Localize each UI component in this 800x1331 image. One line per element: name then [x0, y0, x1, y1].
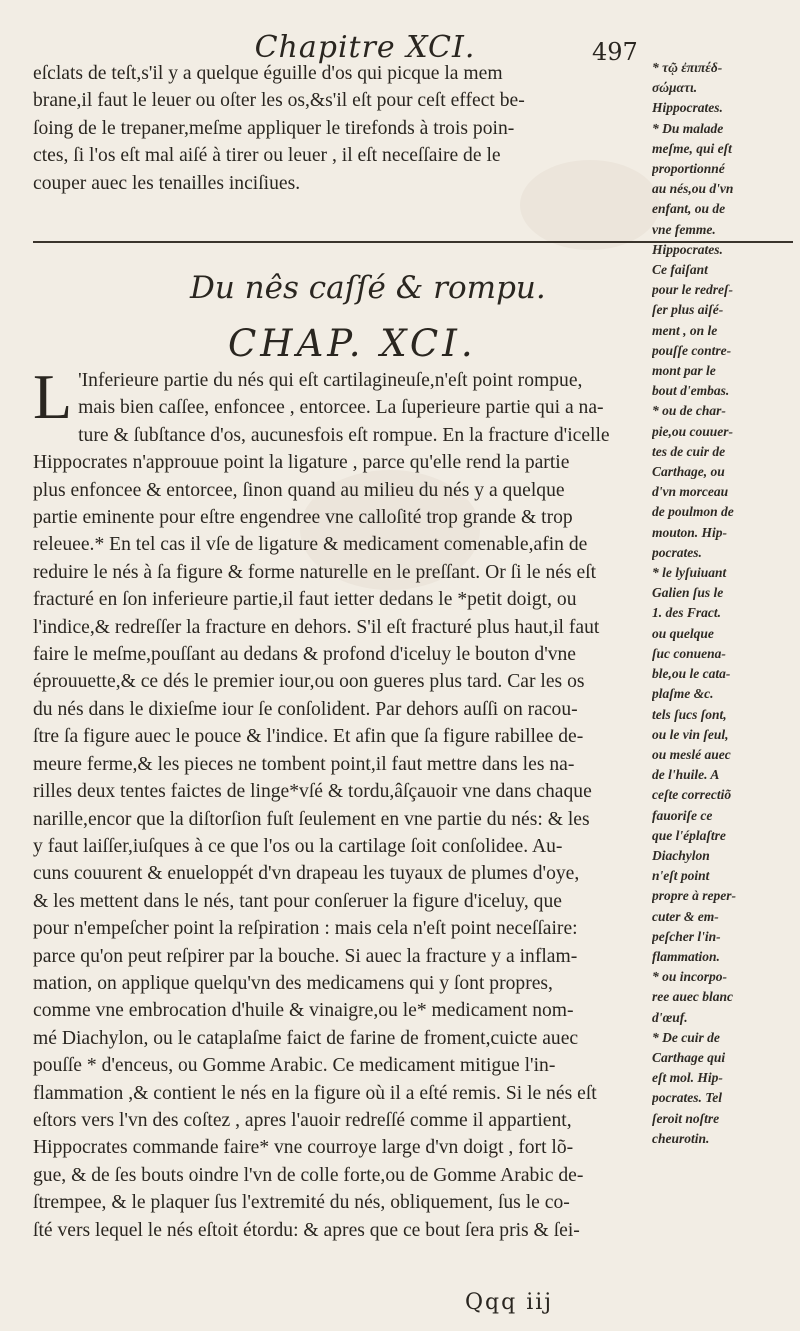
margin-note-line: fauoriſe ce — [652, 807, 713, 823]
margin-note-line: pouſſe contre- — [652, 342, 732, 358]
margin-note-line: Galien ſus le — [652, 585, 724, 601]
text-line: meure ferme,& les pieces ne tombent point,il faut mettre dans les na- — [33, 753, 575, 775]
text-line: eſclats de teſt,s'il y a quelque éguille d'os qui picque la mem — [33, 63, 503, 84]
text-line: ſté vers lequel le nés eſtoit étordu: & apres que ce bout ſera pris & ſei- — [33, 1219, 580, 1241]
text-line: plus enfoncee & entorcee, ſinon quand au milieu du nés y a quelque — [33, 479, 565, 501]
text-line: ſtrempee, & le plaquer ſus l'extremité du nés, obliquement, ſus le co- — [33, 1192, 570, 1214]
text-line: rilles deux tentes faictes de linge*vſé & tordu,âſçauoir vne dans chaque — [33, 781, 592, 803]
text-line: reduire le nés à ſa figure & forme naturelle en le preſſant. Or ſi le nés eſt — [33, 561, 597, 583]
text-line: partie eminente pour eſtre engendree vne calloſité trop grande & trop — [33, 507, 573, 529]
margin-note-line: Hippocrates. — [652, 241, 723, 257]
margin-note-line: enfant, ou de — [652, 201, 726, 217]
margin-note-line: mont par le — [652, 363, 716, 379]
text-line: Hippocrates n'approuue point la ligature , parce qu'elle rend la partie — [33, 452, 570, 474]
margin-note-line: ment , on le — [652, 322, 718, 338]
chapter-text-block — [33, 361, 653, 1244]
margin-note-line: Hippocrates. — [652, 100, 723, 116]
margin-note-line: proportionné — [652, 161, 725, 177]
margin-note-line: tes de cuir de — [652, 443, 726, 459]
text-line: ctes, ſi l'os eſt mal aiſé à tirer ou leuer , il eſt neceſſaire de le — [33, 145, 501, 167]
margin-note-line: ree auec blanc — [652, 989, 733, 1005]
text-line: ſtre ſa figure auec le pouce & l'indice. Et afin que ſa figure rabillee de- — [33, 726, 584, 748]
margin-note-line: 1. des Fract. — [652, 605, 721, 621]
margin-note-line: cheurotin. — [652, 1130, 710, 1146]
drop-cap: L — [33, 361, 73, 432]
margin-note-line: ſeroit noſtre — [652, 1110, 720, 1126]
text-line: l'indice,& redreſſer la fracture en dehors. S'il eſt fracturé plus haut,il faut — [33, 616, 600, 638]
margin-note-line: que l'éplaſtre — [652, 827, 726, 843]
section-title: Du nês caſſé & rompu. — [190, 270, 546, 306]
text-line: y faut laiſſer,iuſques à ce que l'os ou la cartilage ſoit conſolidee. Au- — [33, 835, 563, 857]
text-line: gue, & de ſes bouts oindre l'vn de colle forte,ou de Gomme Arabic de- — [33, 1164, 584, 1186]
text-line: mé Diachylon, ou le cataplaſme faict de farine de froment,cuicte auec — [33, 1027, 579, 1049]
margin-note-line: ble,ou le cata- — [652, 666, 731, 682]
margin-note-line: de l'huile. A — [652, 767, 720, 783]
margin-note-line: pie,ou couuer- — [652, 423, 733, 439]
text-line: mation, on applique quelqu'vn des medicamens qui y ſont propres, — [33, 972, 553, 994]
margin-note-line: pour le redreſ- — [652, 282, 733, 298]
margin-note-line: eſt mol. Hip- — [652, 1070, 723, 1086]
margin-note-line: * Du malade — [652, 120, 724, 136]
margin-note-line: meſme, qui eſt — [652, 140, 732, 156]
margin-note-line: n'eſt point — [652, 868, 710, 884]
margin-note-line: ou quelque — [652, 625, 714, 641]
margin-note-line: ou le vin ſeul, — [652, 726, 729, 742]
text-line: & les mettent dans le nés, tant pour conſeruer la figure d'iceluy, que — [33, 890, 562, 912]
margin-note-line: ceſte correctiõ — [652, 787, 732, 803]
text-line: comme vne embrocation d'huile & vinaigre,ou le* medicament nom- — [33, 1000, 574, 1022]
text-line: brane,il faut le leuer ou oſter les os,&s'il eſt pour ceſt effect be- — [33, 90, 525, 112]
margin-note-line: d'vn morceau — [652, 484, 729, 500]
text-line: couper auec les tenailles inciſiues. — [33, 172, 301, 194]
text-line: mais bien caſſee, enfoncee , entorcee. La ſuperieure partie qui a na- — [78, 397, 604, 419]
margin-note-line: * τῷ ἐπιπέδ- — [652, 60, 723, 75]
margin-note-line: bout d'embas. — [652, 383, 730, 399]
text-line: 'Inferieure partie du nés qui eſt cartilagineuſe,n'eſt point rompue, — [78, 370, 583, 391]
text-line: narille,encor que la diſtorſion fuſt ſeulement en vne partie du nés: & les — [33, 808, 590, 830]
text-line: ſoing de le trepaner,meſme appliquer le tirefonds à trois poin- — [33, 117, 515, 139]
margin-note-line: * le lyſuiuant — [652, 565, 727, 581]
text-line: releuee.* En tel cas il vſe de ligature & medicament comenable,afin de — [33, 534, 588, 556]
margin-note-line: d'œuf. — [652, 1009, 688, 1025]
text-line: ture & ſubſtance d'os, aucunesfois eſt rompue. En la fracture d'icelle — [78, 424, 610, 446]
margin-note-line: ſer plus aiſé- — [652, 302, 724, 318]
margin-note-line: Ce faiſant — [652, 262, 708, 278]
margin-note-line: pocrates. Tel — [652, 1090, 722, 1106]
top-text-block — [33, 60, 653, 197]
margin-note-line: de poulmon de — [652, 504, 734, 520]
margin-note-line: * ou incorpo- — [652, 969, 728, 985]
margin-note-line: plaſme &c. — [652, 686, 714, 702]
margin-note-line: * ou de char- — [652, 403, 726, 419]
margin-note-line: ſuc conuena- — [652, 645, 726, 661]
text-line: pour n'empeſcher point la reſpiration : mais cela n'eſt point neceſſaire: — [33, 918, 578, 940]
margin-note-line: ou meslé auec — [652, 746, 731, 762]
margin-note-line: tels ſucs ſont, — [652, 706, 727, 722]
margin-note-line: * De cuir de — [652, 1029, 720, 1045]
text-line: eſtors vers l'vn des coſtez , apres l'auoir redreſſé comme il appartient, — [33, 1109, 572, 1131]
margin-note-line: Diachylon — [652, 847, 710, 863]
text-line: flammation ,& contient le nés en la figure où il a eſté remis. Si le nés eſt — [33, 1082, 597, 1104]
margin-note-line: mouton. Hip- — [652, 524, 728, 540]
text-line: parce qu'on peut reſpirer par la bouche. Si auec la fracture y a inflam- — [33, 945, 578, 967]
margin-note-line: pocrates. — [652, 544, 702, 560]
text-line: cuns couurent & enueloppét d'vn drapeau les tuyaux de plumes d'oye, — [33, 863, 580, 885]
margin-note-line: propre à reper- — [652, 888, 736, 904]
margin-note-line: flammation. — [652, 948, 720, 964]
running-head: Chapitre XCI. — [254, 30, 476, 65]
text-line: Hippocrates commande faire* vne courroye large d'vn doigt , fort lõ- — [33, 1137, 574, 1159]
margin-note-line: cuter & em- — [652, 908, 719, 924]
margin-note-line: peſcher l'in- — [652, 928, 721, 944]
text-line: fracturé en ſon inferieure partie,il faut ietter dedans le *petit doigt, ou — [33, 589, 577, 611]
text-line: faire le meſme,pouſſant au dedans & profond d'iceluy le bouton d'vne — [33, 644, 577, 666]
margin-note-line: vne femme. — [652, 221, 716, 237]
margin-note-line: Carthage qui — [652, 1049, 726, 1065]
marginal-notes — [652, 58, 797, 1149]
margin-note-line: σώματι. — [652, 80, 698, 96]
page-number: 497 — [592, 38, 638, 66]
text-line: éprouuette,& ce dés le premier iour,ou oon gueres plus tard. Car les os — [33, 671, 585, 693]
chapter-heading: CHAP. XCI. — [228, 322, 477, 365]
text-line: du nés dans le dixieſme iour ſe conſolident. Par dehors auſſi on racou- — [33, 698, 578, 720]
margin-note-line: Carthage, ou — [652, 464, 725, 480]
text-line: pouſſe * d'enceus, ou Gomme Arabic. Ce medicament mitigue l'in- — [33, 1055, 556, 1077]
signature-mark: Qqq iij — [465, 1290, 554, 1315]
margin-note-line: au nés,ou d'vn — [652, 181, 734, 197]
